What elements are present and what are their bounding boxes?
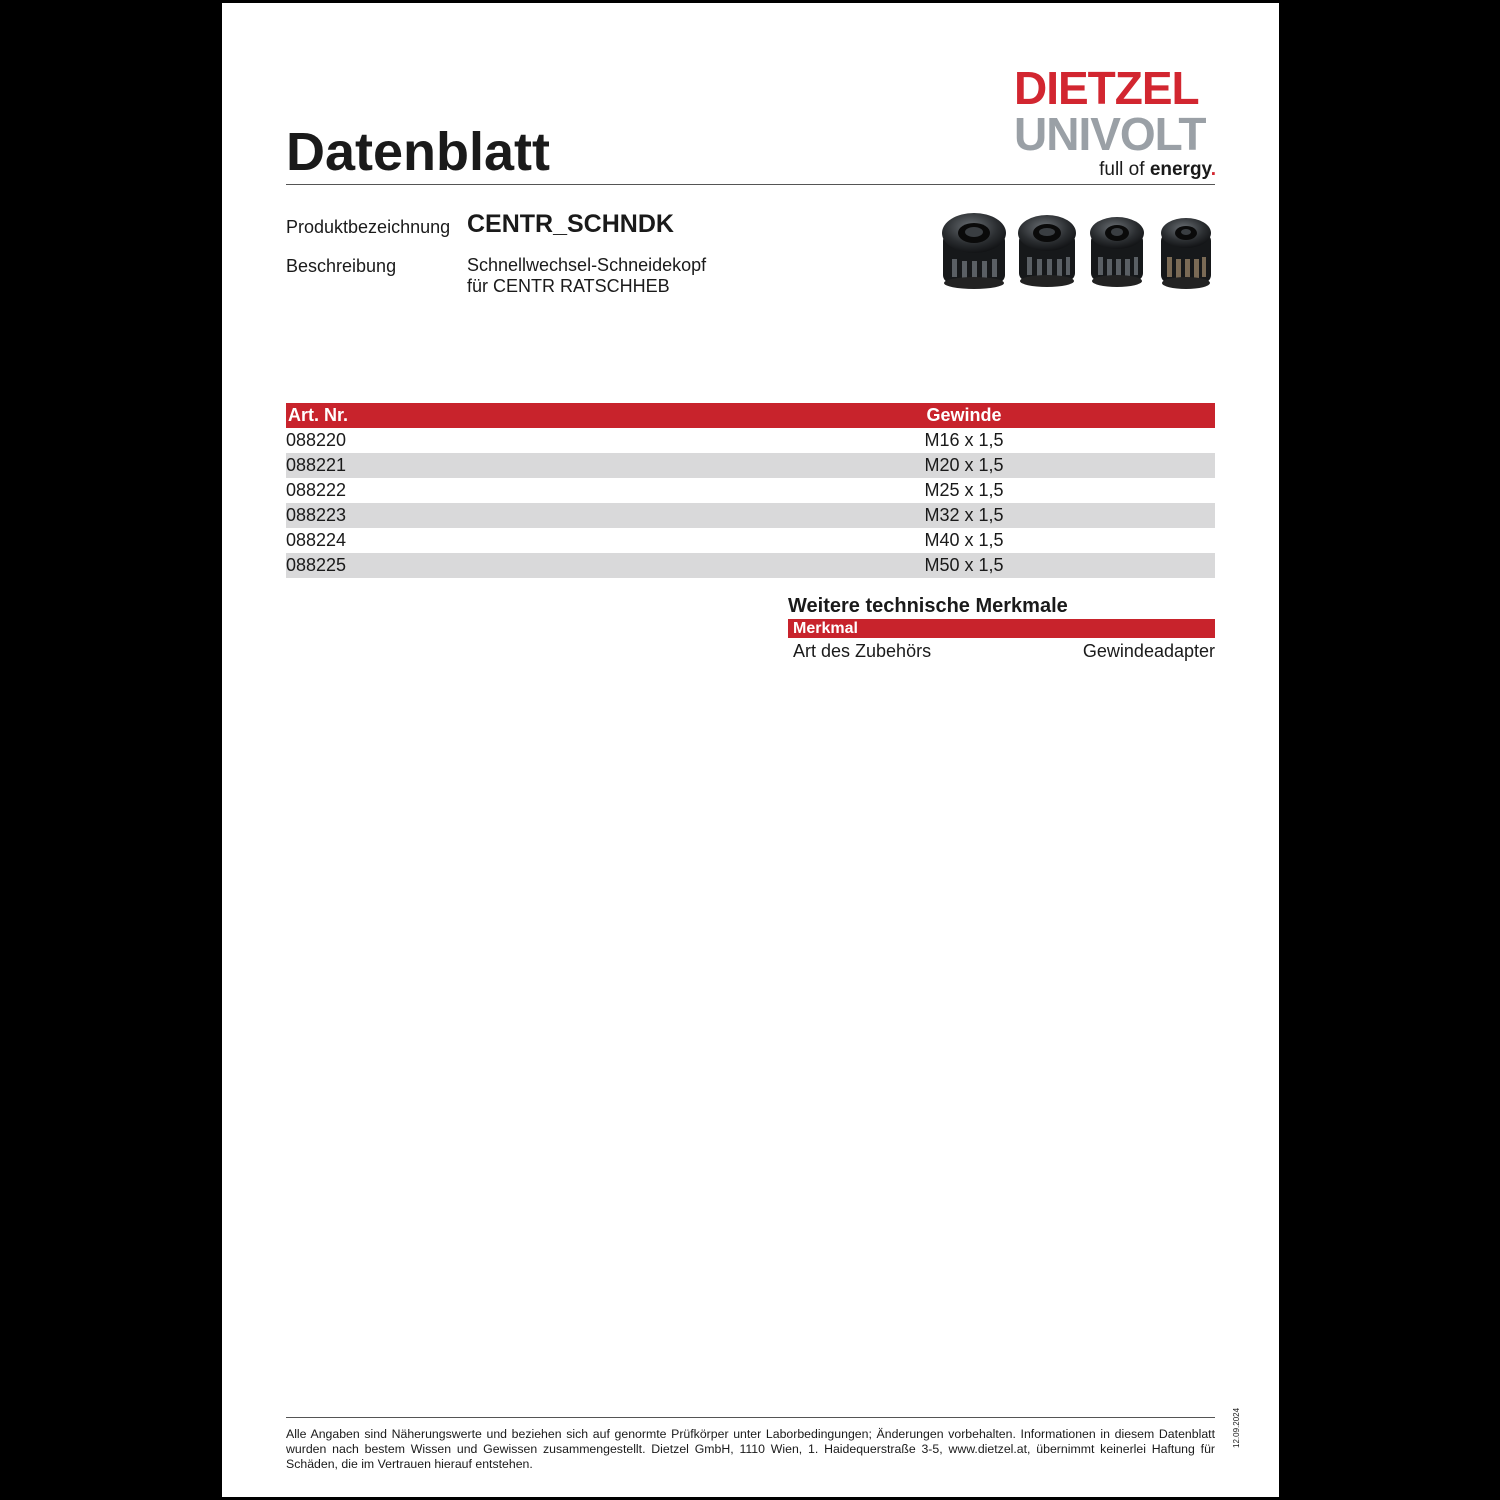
product-name: CENTR_SCHNDK bbox=[467, 210, 674, 238]
cell-art-nr: 088224 bbox=[286, 530, 347, 550]
product-image bbox=[940, 211, 1216, 293]
footer-disclaimer: Alle Angaben sind Näherungswerte und beziehen sich auf genormte Prüfkörper unter Laborbedingungen; Änderungen vorbehalten. Informationen in diesem Datenblatt wurden nach bestem Wissen und Gewissen zusammengestellt. Dietzel GmbH, 1110 Wien, 1. Haidequerstraße 3-5, www.dietzel.at, übernimmt keinerlei Haftung für Schäden, die im Vertrauen hierauf entstehen. bbox=[286, 1427, 1215, 1471]
table-row bbox=[286, 478, 1215, 503]
page-title: Datenblatt bbox=[286, 122, 551, 182]
table-header bbox=[286, 403, 1215, 428]
cutting-head-2 bbox=[1018, 215, 1076, 287]
cell-art-nr: 088220 bbox=[286, 430, 347, 450]
header-art-nr: Art. Nr. bbox=[288, 405, 349, 425]
table-row bbox=[286, 428, 1215, 453]
cutting-head-3 bbox=[1090, 217, 1144, 287]
article-table bbox=[286, 403, 1215, 578]
logo-tagline bbox=[1099, 160, 1216, 179]
cell-art-nr: 088221 bbox=[286, 455, 347, 475]
cutting-head-1 bbox=[942, 213, 1006, 289]
cell-art-nr: 088225 bbox=[286, 555, 347, 575]
cutting-head-4 bbox=[1161, 218, 1211, 289]
description-line2: für CENTR RATSCHHEB bbox=[467, 276, 670, 296]
table-row bbox=[286, 528, 1215, 553]
cell-art-nr: 088223 bbox=[286, 505, 347, 525]
logo-tagline-bold: energy bbox=[1149, 159, 1211, 180]
cell-gewinde: M20 x 1,5 bbox=[924, 455, 1004, 475]
description-line1: Schnellwechsel-Schneidekopf bbox=[467, 255, 707, 275]
feature-value: Gewindeadapter bbox=[1082, 641, 1215, 661]
logo-line1: DIETZEL bbox=[1014, 62, 1199, 114]
table-row bbox=[286, 553, 1215, 578]
cell-gewinde: M16 x 1,5 bbox=[924, 430, 1004, 450]
table-row bbox=[286, 453, 1215, 478]
table-row bbox=[286, 503, 1215, 528]
features-header: Merkmal bbox=[788, 619, 1215, 638]
product-name-label: Produktbezeichnung bbox=[286, 217, 451, 237]
logo-tagline-dot: . bbox=[1210, 159, 1216, 180]
features-table bbox=[788, 619, 1215, 664]
logo-line2: UNIVOLT bbox=[1014, 108, 1206, 160]
datasheet-page bbox=[222, 3, 1279, 1497]
features-title: Weitere technische Merkmale bbox=[788, 595, 1068, 617]
footer-divider bbox=[286, 1417, 1215, 1418]
cell-gewinde: M32 x 1,5 bbox=[924, 505, 1004, 525]
cell-gewinde: M50 x 1,5 bbox=[924, 555, 1004, 575]
logo-tagline-prefix: full of bbox=[1099, 159, 1150, 180]
cell-gewinde: M40 x 1,5 bbox=[924, 530, 1004, 550]
description-value bbox=[467, 255, 706, 297]
feature-key: Art des Zubehörs bbox=[793, 641, 932, 661]
description-label: Beschreibung bbox=[286, 256, 397, 276]
cell-art-nr: 088222 bbox=[286, 480, 347, 500]
cell-gewinde: M25 x 1,5 bbox=[924, 480, 1004, 500]
header-gewinde: Gewinde bbox=[926, 405, 1002, 425]
company-logo bbox=[1014, 62, 1216, 185]
features-row bbox=[788, 638, 1215, 664]
title-divider bbox=[286, 184, 1215, 185]
document-date: 12.09.2024 bbox=[1232, 1407, 1241, 1448]
